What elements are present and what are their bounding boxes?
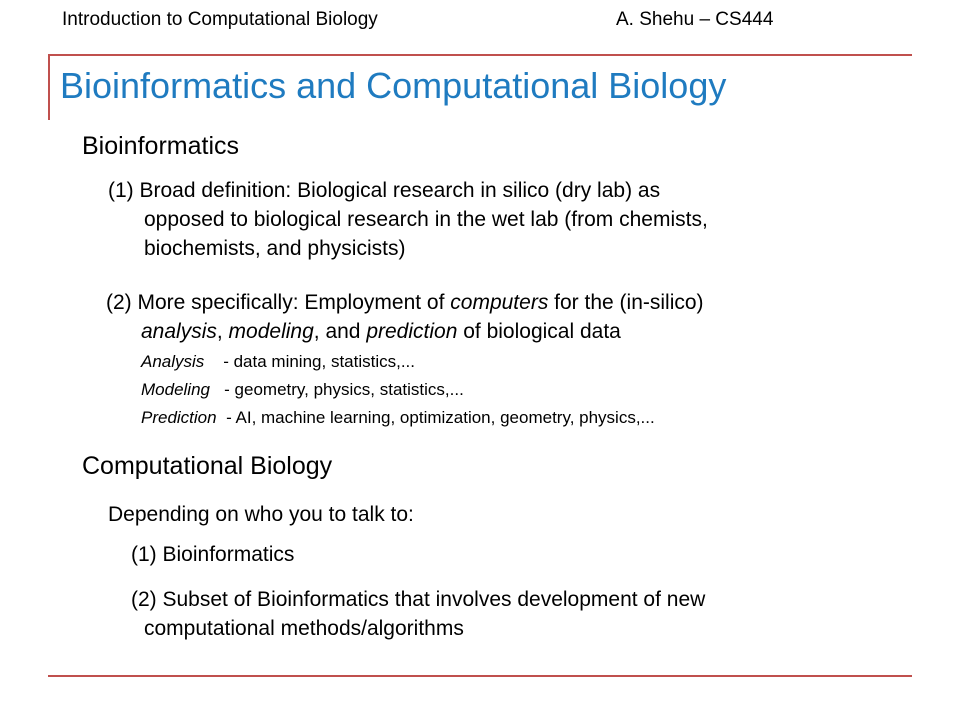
compbio-intro: Depending on who you to talk to:	[108, 503, 414, 526]
def1-line1: (1) Broad definition: Biological research in silico (dry lab) as	[108, 179, 661, 202]
subitem-prediction	[141, 405, 655, 430]
def2-prefix: (2) More specifically: Employment of	[106, 291, 451, 314]
compbio-item2-line2: computational methods/algorithms	[144, 617, 464, 640]
def2-suffix: for the (in-silico)	[548, 291, 704, 314]
subitem-modeling	[141, 377, 464, 402]
bottom-divider	[48, 675, 912, 677]
subitem-term: Modeling	[141, 380, 210, 399]
def2-tail: of biological data	[457, 320, 621, 343]
def2-modeling: modeling	[228, 320, 314, 343]
def1-line3: biochemists, and physicists)	[144, 237, 406, 260]
def2-sep2: , and	[313, 320, 367, 343]
def1-line2: opposed to biological research in the wet lab (from chemists,	[144, 208, 708, 231]
compbio-heading: Computational Biology	[82, 452, 333, 480]
top-divider	[48, 54, 912, 56]
subitem-desc: - AI, machine learning, optimization, geometry, physics,...	[226, 408, 655, 427]
title-accent-bar	[48, 54, 50, 120]
def2-computers: computers	[450, 291, 549, 314]
def2-sep1: ,	[216, 320, 229, 343]
compbio-item2-line1: (2) Subset of Bioinformatics that involves development of new	[131, 588, 706, 611]
subitem-desc: - geometry, physics, statistics,...	[224, 380, 464, 399]
header-author: A. Shehu – CS444	[616, 9, 774, 30]
bioinformatics-heading: Bioinformatics	[82, 132, 239, 160]
subitem-term: Analysis	[141, 352, 205, 371]
slide-title: Bioinformatics and Computational Biology	[60, 65, 727, 106]
header-course: Introduction to Computational Biology	[62, 9, 378, 30]
subitem-analysis	[141, 349, 415, 374]
def2-analysis: analysis	[141, 320, 217, 343]
def2-prediction: prediction	[366, 320, 458, 343]
subitem-term: Prediction	[141, 408, 217, 427]
def2-line2	[141, 317, 621, 346]
compbio-item1: (1) Bioinformatics	[131, 543, 295, 566]
subitem-desc: - data mining, statistics,...	[223, 352, 416, 371]
def2-line1	[106, 288, 704, 317]
